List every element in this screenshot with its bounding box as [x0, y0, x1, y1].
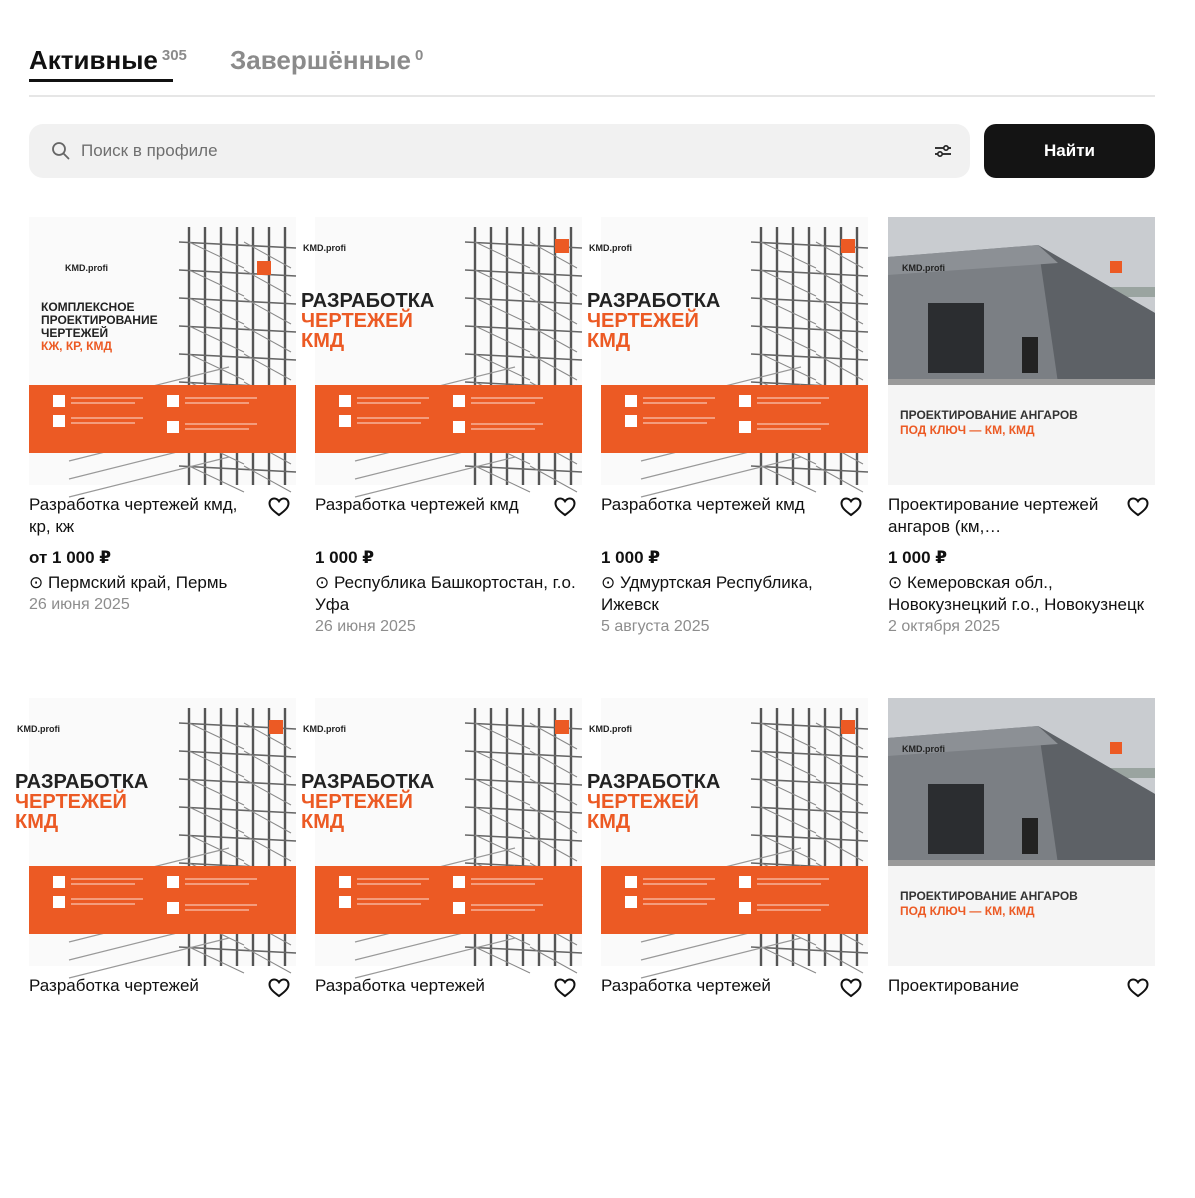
- svg-text:ПРОЕКТИРОВАНИЕ АНГАРОВ: ПРОЕКТИРОВАНИЕ АНГАРОВ: [900, 408, 1078, 422]
- location-pin-icon: ⊙: [601, 573, 616, 592]
- svg-text:ЧЕРТЕЖЕЙ: ЧЕРТЕЖЕЙ: [301, 791, 413, 813]
- listing-title[interactable]: Проектирование чертежей ангаров (км,…: [888, 495, 1099, 536]
- listing-date: 26 июня 2025: [315, 618, 416, 635]
- svg-text:ЧЕРТЕЖЕЙ: ЧЕРТЕЖЕЙ: [587, 310, 699, 332]
- svg-text:КМД: КМД: [587, 330, 631, 352]
- svg-text:ПОД КЛЮЧ — КМ, КМД: ПОД КЛЮЧ — КМ, КМД: [900, 904, 1035, 918]
- svg-text:KMD.profi: KMD.profi: [303, 724, 346, 734]
- favorite-heart-icon[interactable]: [840, 497, 862, 517]
- svg-text:РАЗРАБОТКА: РАЗРАБОТКА: [15, 771, 149, 793]
- listing-date: 2 октября 2025: [888, 618, 1000, 635]
- svg-text:КМД: КМД: [15, 811, 59, 833]
- svg-text:КМД: КМД: [301, 811, 345, 833]
- location-pin-icon: ⊙: [315, 573, 330, 592]
- listing-location: [29, 572, 294, 616]
- listing-location: [888, 572, 1153, 638]
- svg-text:ЧЕРТЕЖЕЙ: ЧЕРТЕЖЕЙ: [15, 791, 127, 813]
- favorite-heart-icon[interactable]: [268, 497, 290, 517]
- svg-text:ПОД КЛЮЧ — КМ, КМД: ПОД КЛЮЧ — КМ, КМД: [900, 423, 1035, 437]
- search-input[interactable]: [81, 124, 921, 178]
- listing-card[interactable]: [587, 698, 868, 1198]
- listing-location-text: Пермский край, Пермь: [47, 573, 228, 592]
- listing-title[interactable]: Разработка чертежей: [601, 976, 771, 995]
- listing-image[interactable]: [888, 698, 1155, 966]
- listing-image[interactable]: [15, 698, 296, 966]
- listing-price: 1 000 ₽: [315, 548, 375, 567]
- search-bar: [29, 124, 970, 178]
- listing-location-text: Кемеровская обл., Новокузнецкий г.о., Новокузнецк: [888, 573, 1145, 614]
- tab-active-underline: [29, 79, 173, 82]
- svg-text:ЧЕРТЕЖЕЙ: ЧЕРТЕЖЕЙ: [41, 326, 109, 340]
- svg-text:KMD.profi: KMD.profi: [65, 263, 108, 273]
- favorite-heart-icon[interactable]: [268, 978, 290, 998]
- listing-card[interactable]: [587, 217, 868, 717]
- tab-completed-label: Завершённые: [230, 45, 411, 75]
- tab-completed[interactable]: [230, 40, 423, 80]
- tabs-bar: [29, 40, 1155, 97]
- listing-price: 1 000 ₽: [601, 548, 661, 567]
- listing-card[interactable]: [888, 217, 1155, 717]
- favorite-heart-icon[interactable]: [1127, 497, 1149, 517]
- tab-completed-count: 0: [414, 47, 424, 64]
- listing-image[interactable]: [888, 217, 1155, 485]
- favorite-heart-icon[interactable]: [554, 978, 576, 998]
- listing-image[interactable]: [301, 217, 582, 485]
- svg-text:РАЗРАБОТКА: РАЗРАБОТКА: [587, 290, 721, 312]
- svg-text:ЧЕРТЕЖЕЙ: ЧЕРТЕЖЕЙ: [587, 791, 699, 813]
- listing-title[interactable]: Разработка чертежей: [29, 976, 199, 995]
- listing-title[interactable]: Разработка чертежей кмд, кр, кж: [29, 495, 238, 536]
- svg-text:ПРОЕКТИРОВАНИЕ: ПРОЕКТИРОВАНИЕ: [41, 313, 158, 327]
- listing-card[interactable]: [29, 217, 296, 717]
- svg-text:РАЗРАБОТКА: РАЗРАБОТКА: [587, 771, 721, 793]
- listing-location: [315, 572, 580, 638]
- favorite-heart-icon[interactable]: [554, 497, 576, 517]
- svg-text:КМД: КМД: [587, 811, 631, 833]
- location-pin-icon: ⊙: [888, 573, 903, 592]
- listing-image[interactable]: [29, 217, 296, 485]
- tab-active-count: 305: [161, 47, 187, 64]
- listing-card[interactable]: [15, 698, 296, 1198]
- svg-text:KMD.profi: KMD.profi: [303, 243, 346, 253]
- listing-title[interactable]: Разработка чертежей: [315, 976, 485, 995]
- svg-text:KMD.profi: KMD.profi: [589, 243, 632, 253]
- filter-icon[interactable]: [934, 143, 952, 159]
- listing-title[interactable]: Проектирование: [888, 976, 1020, 995]
- listing-date: 26 июня 2025: [29, 596, 130, 613]
- svg-text:KMD.profi: KMD.profi: [17, 724, 60, 734]
- search-icon: [51, 141, 71, 161]
- listing-title[interactable]: Разработка чертежей кмд: [601, 495, 805, 514]
- svg-text:РАЗРАБОТКА: РАЗРАБОТКА: [301, 771, 435, 793]
- listing-location-text: Удмуртская Республика, Ижевск: [601, 573, 813, 614]
- listing-card[interactable]: [888, 698, 1155, 1198]
- svg-text:КМД: КМД: [301, 330, 345, 352]
- listing-image[interactable]: [301, 698, 582, 966]
- svg-text:KMD.profi: KMD.profi: [589, 724, 632, 734]
- svg-text:РАЗРАБОТКА: РАЗРАБОТКА: [301, 290, 435, 312]
- location-pin-icon: ⊙: [29, 573, 44, 592]
- svg-text:КОМПЛЕКСНОЕ: КОМПЛЕКСНОЕ: [41, 300, 135, 314]
- listing-location-text: Республика Башкортостан, г.о. Уфа: [315, 573, 576, 614]
- listing-price: от 1 000 ₽: [29, 548, 112, 567]
- listing-card[interactable]: [301, 698, 582, 1198]
- svg-text:KMD.profi: KMD.profi: [902, 263, 945, 273]
- listing-image[interactable]: [587, 217, 868, 485]
- tab-active-label: Активные: [29, 45, 158, 75]
- find-button[interactable]: Найти: [984, 124, 1155, 178]
- tab-active[interactable]: [29, 40, 187, 80]
- svg-text:KMD.profi: KMD.profi: [902, 744, 945, 754]
- listing-card[interactable]: [301, 217, 582, 717]
- listing-price: 1 000 ₽: [888, 548, 948, 567]
- svg-text:ПРОЕКТИРОВАНИЕ АНГАРОВ: ПРОЕКТИРОВАНИЕ АНГАРОВ: [900, 889, 1078, 903]
- listing-title[interactable]: Разработка чертежей кмд: [315, 495, 519, 514]
- svg-text:ЧЕРТЕЖЕЙ: ЧЕРТЕЖЕЙ: [301, 310, 413, 332]
- favorite-heart-icon[interactable]: [840, 978, 862, 998]
- listing-date: 5 августа 2025: [601, 618, 710, 635]
- favorite-heart-icon[interactable]: [1127, 978, 1149, 998]
- svg-text:КЖ, КР, КМД: КЖ, КР, КМД: [41, 339, 113, 353]
- listing-location: [601, 572, 866, 638]
- listing-image[interactable]: [587, 698, 868, 966]
